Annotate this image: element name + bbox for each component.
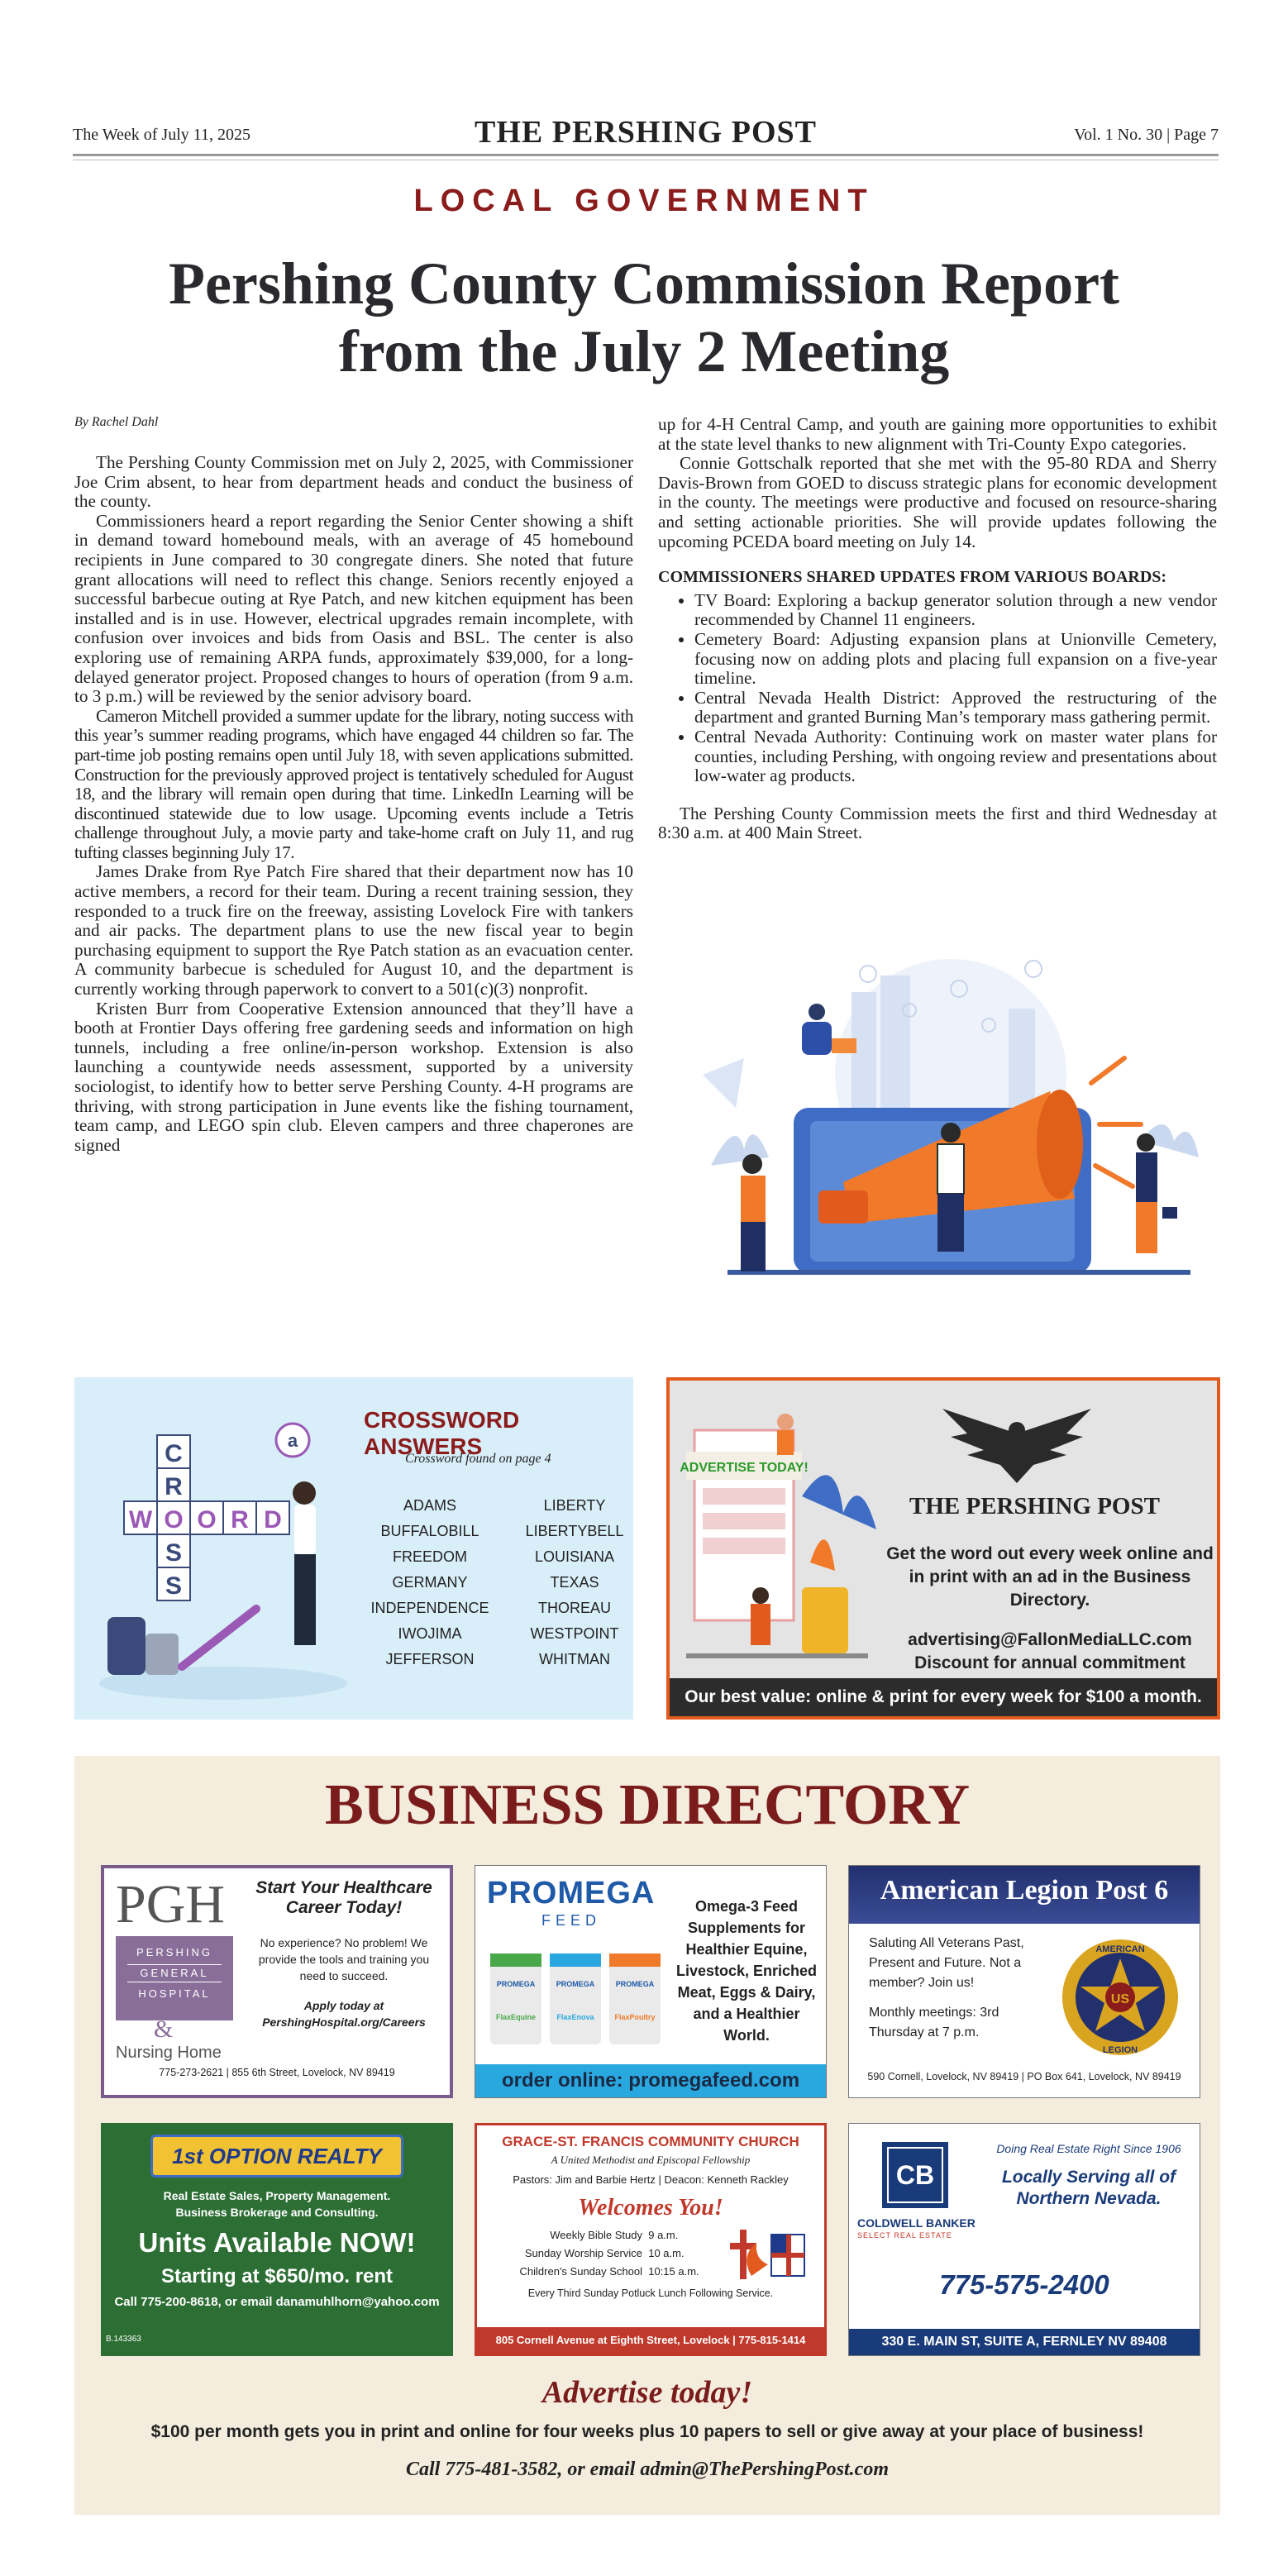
church-ad bbox=[475, 2123, 827, 2356]
crossword-answers-col-1 bbox=[355, 1493, 504, 1672]
crossword-answer: THOREAU bbox=[537, 1600, 611, 1616]
church-pastors: Pastors: Jim and Barbie Hertz | Deacon: Kenneth Rackley bbox=[513, 2173, 789, 2186]
legion-emblem-center: US bbox=[1110, 1992, 1130, 2006]
crossword-answer: JEFFERSON bbox=[385, 1651, 475, 1667]
crossword-tile: R bbox=[231, 1506, 249, 1534]
speech-bubble: a bbox=[287, 1430, 298, 1451]
article-column-2 bbox=[658, 415, 1217, 843]
directory-title: BUSINESS DIRECTORY bbox=[324, 1773, 971, 1837]
crossword-tile: O bbox=[164, 1506, 184, 1534]
coldwell-brand: COLDWELL BANKER bbox=[857, 2216, 976, 2230]
section-label: LOCAL GOVERNMENT bbox=[413, 184, 875, 218]
headline-line-1: Pershing County Commission Report bbox=[168, 250, 1120, 317]
pgh-band-line: HOSPITAL bbox=[138, 1987, 211, 2000]
crossword-tile: C bbox=[165, 1440, 183, 1467]
schedule-row bbox=[502, 2244, 717, 2263]
legion-ad bbox=[848, 1865, 1200, 2098]
crossword-tile: R bbox=[165, 1473, 183, 1500]
pgh-footer: 775-273-2621 | 855 6th Street, Lovelock, NV 89419 bbox=[159, 2067, 395, 2078]
realty-contact[interactable]: Call 775-200-8618, or email danamuhlhorn@yahoo.com bbox=[114, 2295, 440, 2309]
bucket-name: FlaxEquine bbox=[495, 2013, 537, 2021]
promega-order-bar[interactable]: order online: promegafeed.com bbox=[475, 2064, 826, 2097]
schedule-time: 9 a.m. bbox=[648, 2229, 679, 2241]
article-paragraph: The Pershing County Commission met on July 2, 2025, with Commissioner Joe Crim absent, to hear from department heads and conduct the business of the county. bbox=[74, 452, 633, 512]
board-item: • Central Nevada Health District: Approved the restructuring of the department and granted Burning Man’s temporary mass gathering permit. bbox=[694, 689, 1217, 727]
crossword-answer: LIBERTYBELL bbox=[525, 1523, 624, 1539]
post-ad-body: Get the word out every week online and in print with an ad in the Business Directory. bbox=[886, 1544, 1214, 1610]
post-ad-discount: Discount for annual commitment bbox=[914, 1653, 1185, 1672]
pgh-ampersand: & bbox=[154, 2015, 174, 2043]
article-closing: The Pershing County Commission meets the first and third Wednesday at 8:30 a.m. at 400 Main Street. bbox=[658, 803, 1217, 843]
masthead: THE PERSHING POST bbox=[475, 115, 817, 150]
megaphone-illustration bbox=[678, 959, 1240, 1290]
promega-feed: FEED bbox=[541, 1912, 602, 1929]
church-footer: 805 Cornell Avenue at Eighth Street, Lovelock | 775-815-1414 bbox=[477, 2327, 824, 2354]
realty-ad bbox=[101, 2123, 453, 2356]
realty-line-1: Real Estate Sales, Property Management. bbox=[163, 2189, 391, 2202]
bucket-brand: PROMEGA bbox=[615, 1980, 655, 1988]
bucket-brand: PROMEGA bbox=[496, 1980, 536, 1988]
headline-line-2: from the July 2 Meeting bbox=[338, 318, 950, 384]
coldwell-phone[interactable]: 775-575-2400 bbox=[939, 2269, 1109, 2300]
crossword-answer: WHITMAN bbox=[539, 1651, 610, 1667]
article-paragraph: Commissioners heard a report regarding the Senior Center showing a shift in demand toward homebound meals, with an average of 45 homebound recipients in June compared to 30 congregate diners. She noted that future grant allocations will need to reflect this change. Seniors recently enjoyed a successful barbecue outing at Rye Patch, and new kitchen equipment has been installed and is in use. However, electrical upgrades remain incomplete, with confusion over invoices and bids from Oasis and BSL. The center is also exploring use of remaining ARPA funds, approximately $39,000, for a long-delayed generator project. Proposed changes to hours of operation (from 9 a.m. to 3 p.m.) will be reviewed by the senior advisory board. bbox=[74, 510, 633, 707]
crossword-answer: WESTPOINT bbox=[530, 1625, 619, 1642]
church-fellowship: A United Methodist and Episcopal Fellowship bbox=[551, 2154, 751, 2166]
crossword-answer: ADAMS bbox=[403, 1497, 456, 1514]
pgh-logo: PGH bbox=[116, 1874, 226, 1934]
pgh-band-line: PERSHING bbox=[136, 1946, 212, 1958]
advertise-sign: ADVERTISE TODAY! bbox=[680, 1461, 809, 1475]
crossword-tile: W bbox=[128, 1506, 153, 1534]
bucket-brand: PROMEGA bbox=[556, 1980, 595, 1988]
article-paragraph: up for 4-H Central Camp, and youth are gaining more opportunities to exhibit at the state level thanks to new alignment with Tri-County Expo categories. bbox=[658, 414, 1217, 454]
legion-footer: 590 Cornell, Lovelock, NV 89419 | PO Box 641, Lovelock, NV 89419 bbox=[867, 2071, 1181, 2082]
schedule-row bbox=[502, 2263, 717, 2281]
byline: By Rachel Dahl bbox=[74, 415, 159, 429]
legion-meetings: Monthly meetings: 3rd Thursday at 7 p.m. bbox=[869, 2006, 999, 2039]
realty-headline: Units Available NOW! bbox=[138, 2227, 416, 2258]
board-item: • Central Nevada Authority: Continuing work on master water plans for counties, including Pershing, with ongoing review and presentations about low-water ag products. bbox=[694, 727, 1217, 786]
pgh-band bbox=[116, 1936, 233, 2020]
promega-logo: PROMEGA bbox=[487, 1876, 656, 1911]
crossword-tile: D bbox=[264, 1506, 282, 1534]
article-paragraph: Connie Gottschalk reported that she met with the 95-80 RDA and Sherry Davis-Brown from GOED to discuss strategic plans for economic development in the county. The meetings were productive and focused on resource-sharing and setting actionable priorities. She will provide updates following the upcoming PCEDA board meeting on July 14. bbox=[658, 453, 1217, 551]
header-rule bbox=[73, 154, 1219, 156]
coldwell-logo bbox=[882, 2142, 948, 2208]
advertise-title: Advertise today! bbox=[541, 2375, 753, 2410]
crossword-answer: BUFFALOBILL bbox=[380, 1523, 479, 1539]
church-name: GRACE-ST. FRANCIS COMMUNITY CHURCH bbox=[502, 2134, 799, 2149]
article-paragraph: Kristen Burr from Cooperative Extension announced that they’ll have a booth at Frontier Days offering free gardening seeds and information on high tunnels, including a free online/in-person workshop. Extension is also launching a countywide needs assessment, supported by a university sociologist, to identify how to better serve Pershing County. 4-H programs are thriving, with strong participation in June events like the fishing tournament, team camp, and LEGO spin club. Eleven campers and three chaperones are signed bbox=[74, 998, 633, 1155]
post-ad-name: THE PERSHING POST bbox=[909, 1493, 1160, 1519]
coldwell-tag: Doing Real Estate Right Since 1906 bbox=[996, 2142, 1181, 2155]
board-item: • Cemetery Board: Adjusting expansion plans at Unionville Cemetery, focusing now on adding plots and placing full expansion on a five-year timeline. bbox=[694, 630, 1217, 689]
schedule-time: 10:15 a.m. bbox=[648, 2265, 699, 2278]
pgh-headline: Start Your Healthcare Career Today! bbox=[255, 1878, 432, 1917]
pgh-ad bbox=[101, 1865, 453, 2098]
crossword-answer: GERMANY bbox=[392, 1574, 468, 1591]
pgh-band-line: GENERAL bbox=[127, 1964, 222, 1982]
pgh-nursing: Nursing Home bbox=[116, 2044, 222, 2062]
schedule-label: Children's Sunday School bbox=[519, 2265, 642, 2278]
coldwell-headline: Locally Serving all of Northern Nevada. bbox=[1001, 2168, 1176, 2208]
crossword-answer: IWOJIMA bbox=[398, 1625, 462, 1642]
promega-text: Omega-3 Feed Supplements for Healthier Equine, Livestock, Enriched Meat, Eggs & Dairy, and a Healthier World. bbox=[675, 1898, 818, 2044]
church-welcome: Welcomes You! bbox=[578, 2195, 723, 2221]
post-ad-bar: Our best value: online & print for every week for $100 a month. bbox=[670, 1678, 1217, 1716]
crossword-answers-col-2 bbox=[504, 1493, 645, 1672]
crossword-answers bbox=[74, 1377, 633, 1720]
schedule-label: Sunday Worship Service bbox=[524, 2247, 642, 2259]
crossword-tile: O bbox=[197, 1506, 217, 1534]
bucket-name: FlaxPoultry bbox=[614, 2013, 656, 2021]
realty-logo: 1st OPTION REALTY bbox=[150, 2135, 403, 2178]
realty-line-2: Business Brokerage and Consulting. bbox=[175, 2206, 379, 2219]
boards-list bbox=[658, 591, 1217, 786]
advertise-illustration bbox=[670, 1397, 885, 1678]
article-headline bbox=[83, 250, 1205, 385]
board-item: • TV Board: Exploring a backup generator solution through a new vendor recommended by Channel 11 engineers. bbox=[694, 591, 1217, 630]
crossword-answer: TEXAS bbox=[550, 1574, 599, 1591]
advertise-line-1: $100 per month gets you in print and online for four weeks plus 10 papers to sell or give away at your place of business! bbox=[150, 2422, 1144, 2441]
realty-license: B.143363 bbox=[106, 2335, 141, 2344]
article-column-1 bbox=[74, 453, 633, 1155]
boards-heading: COMMISSIONERS SHARED UPDATES FROM VARIOUS BOARDS: bbox=[658, 568, 1167, 587]
pgh-body: No experience? No problem! We provide the tools and training you need to succeed. bbox=[258, 1936, 430, 1982]
pershing-post-ad bbox=[666, 1377, 1220, 1720]
legion-emblem-bottom: LEGION bbox=[1102, 2045, 1138, 2055]
business-directory bbox=[74, 1756, 1220, 2515]
post-ad-email[interactable]: advertising@FallonMediaLLC.com bbox=[908, 1630, 1192, 1649]
legion-emblem-top: AMERICAN bbox=[1095, 1944, 1145, 1954]
issue-date: The Week of July 11, 2025 bbox=[73, 126, 251, 144]
legion-text: Saluting All Veterans Past, Present and Future. Not a member? Join us! bbox=[869, 1936, 1024, 1990]
coldwell-sub: SELECT REAL ESTATE bbox=[857, 2231, 952, 2240]
crossword-answer: FREEDOM bbox=[393, 1548, 467, 1565]
bucket-name: FlaxEnova bbox=[556, 2013, 594, 2021]
crossword-answer: LIBERTY bbox=[543, 1497, 606, 1514]
coldwell-footer: 330 E. MAIN ST, SUITE A, FERNLEY NV 89408 bbox=[849, 2329, 1200, 2355]
crossword-answer: LOUISIANA bbox=[534, 1548, 615, 1565]
article-paragraph: Cameron Mitchell provided a summer update for the library, noting success with this year’s summer reading programs, which have engaged 44 children so far. The part-time job posting remains open until July 18, with seven applications submitted. Construction for the previously approved project is tentatively scheduled for August 18, and the library will remain open during that time. LinkedIn Learning will be discontinued statewide due to low usage. Upcoming events include a Tetris challenge throughout July, a movie party and take-home craft on July 11, and rug tufting classes beginning July 17. bbox=[74, 705, 633, 862]
crossword-tile: S bbox=[165, 1539, 183, 1567]
volume-page: Vol. 1 No. 30 | Page 7 bbox=[1074, 126, 1219, 144]
legion-emblem-icon bbox=[1054, 1935, 1186, 2059]
eagle-icon bbox=[934, 1400, 1100, 1491]
schedule-time: 10 a.m. bbox=[648, 2247, 685, 2259]
crossword-tile: S bbox=[165, 1572, 183, 1600]
post-ad-contact bbox=[885, 1629, 1215, 1675]
pgh-apply[interactable]: Apply today at PershingHospital.org/Careers bbox=[262, 1999, 426, 2029]
crossword-subtitle: Crossword found on page 4 bbox=[405, 1452, 551, 1466]
church-schedule bbox=[502, 2226, 717, 2281]
church-potluck: Every Third Sunday Potluck Lunch Following Service. bbox=[527, 2287, 774, 2299]
coldwell-logo-text: CB bbox=[887, 2147, 943, 2203]
feed-buckets-icon bbox=[484, 1937, 674, 2053]
promega-ad bbox=[475, 1865, 827, 2098]
crossword-answer: INDEPENDENCE bbox=[370, 1600, 489, 1616]
crossword-title: CROSSWORD ANSWERS bbox=[364, 1407, 520, 1459]
schedule-row bbox=[502, 2226, 717, 2244]
article-paragraph: James Drake from Rye Patch Fire shared that their department now has 10 active members, a record for their team. During a recent training session, they responded to a truck fire on the freeway, assisting Lovelock Fire with tankers and air packs. The department plans to use the new fiscal year to begin purchasing equipment to support the Rye Patch station as an evacuation center. A community barbecue is scheduled for August 10, and the department is currently working through paperwork to convert to a 501(c)(3) nonprofit. bbox=[74, 861, 633, 999]
crossword-illustration bbox=[91, 1402, 355, 1708]
advertise-line-2[interactable]: Call 775-481-3582, or email admin@ThePershingPost.com bbox=[406, 2459, 889, 2480]
coldwell-ad bbox=[848, 2123, 1200, 2356]
schedule-label: Weekly Bible Study bbox=[550, 2229, 642, 2241]
legion-title: American Legion Post 6 bbox=[849, 1866, 1200, 1924]
realty-rent: Starting at $650/mo. rent bbox=[160, 2265, 394, 2287]
cross-flame-icon bbox=[727, 2226, 809, 2284]
